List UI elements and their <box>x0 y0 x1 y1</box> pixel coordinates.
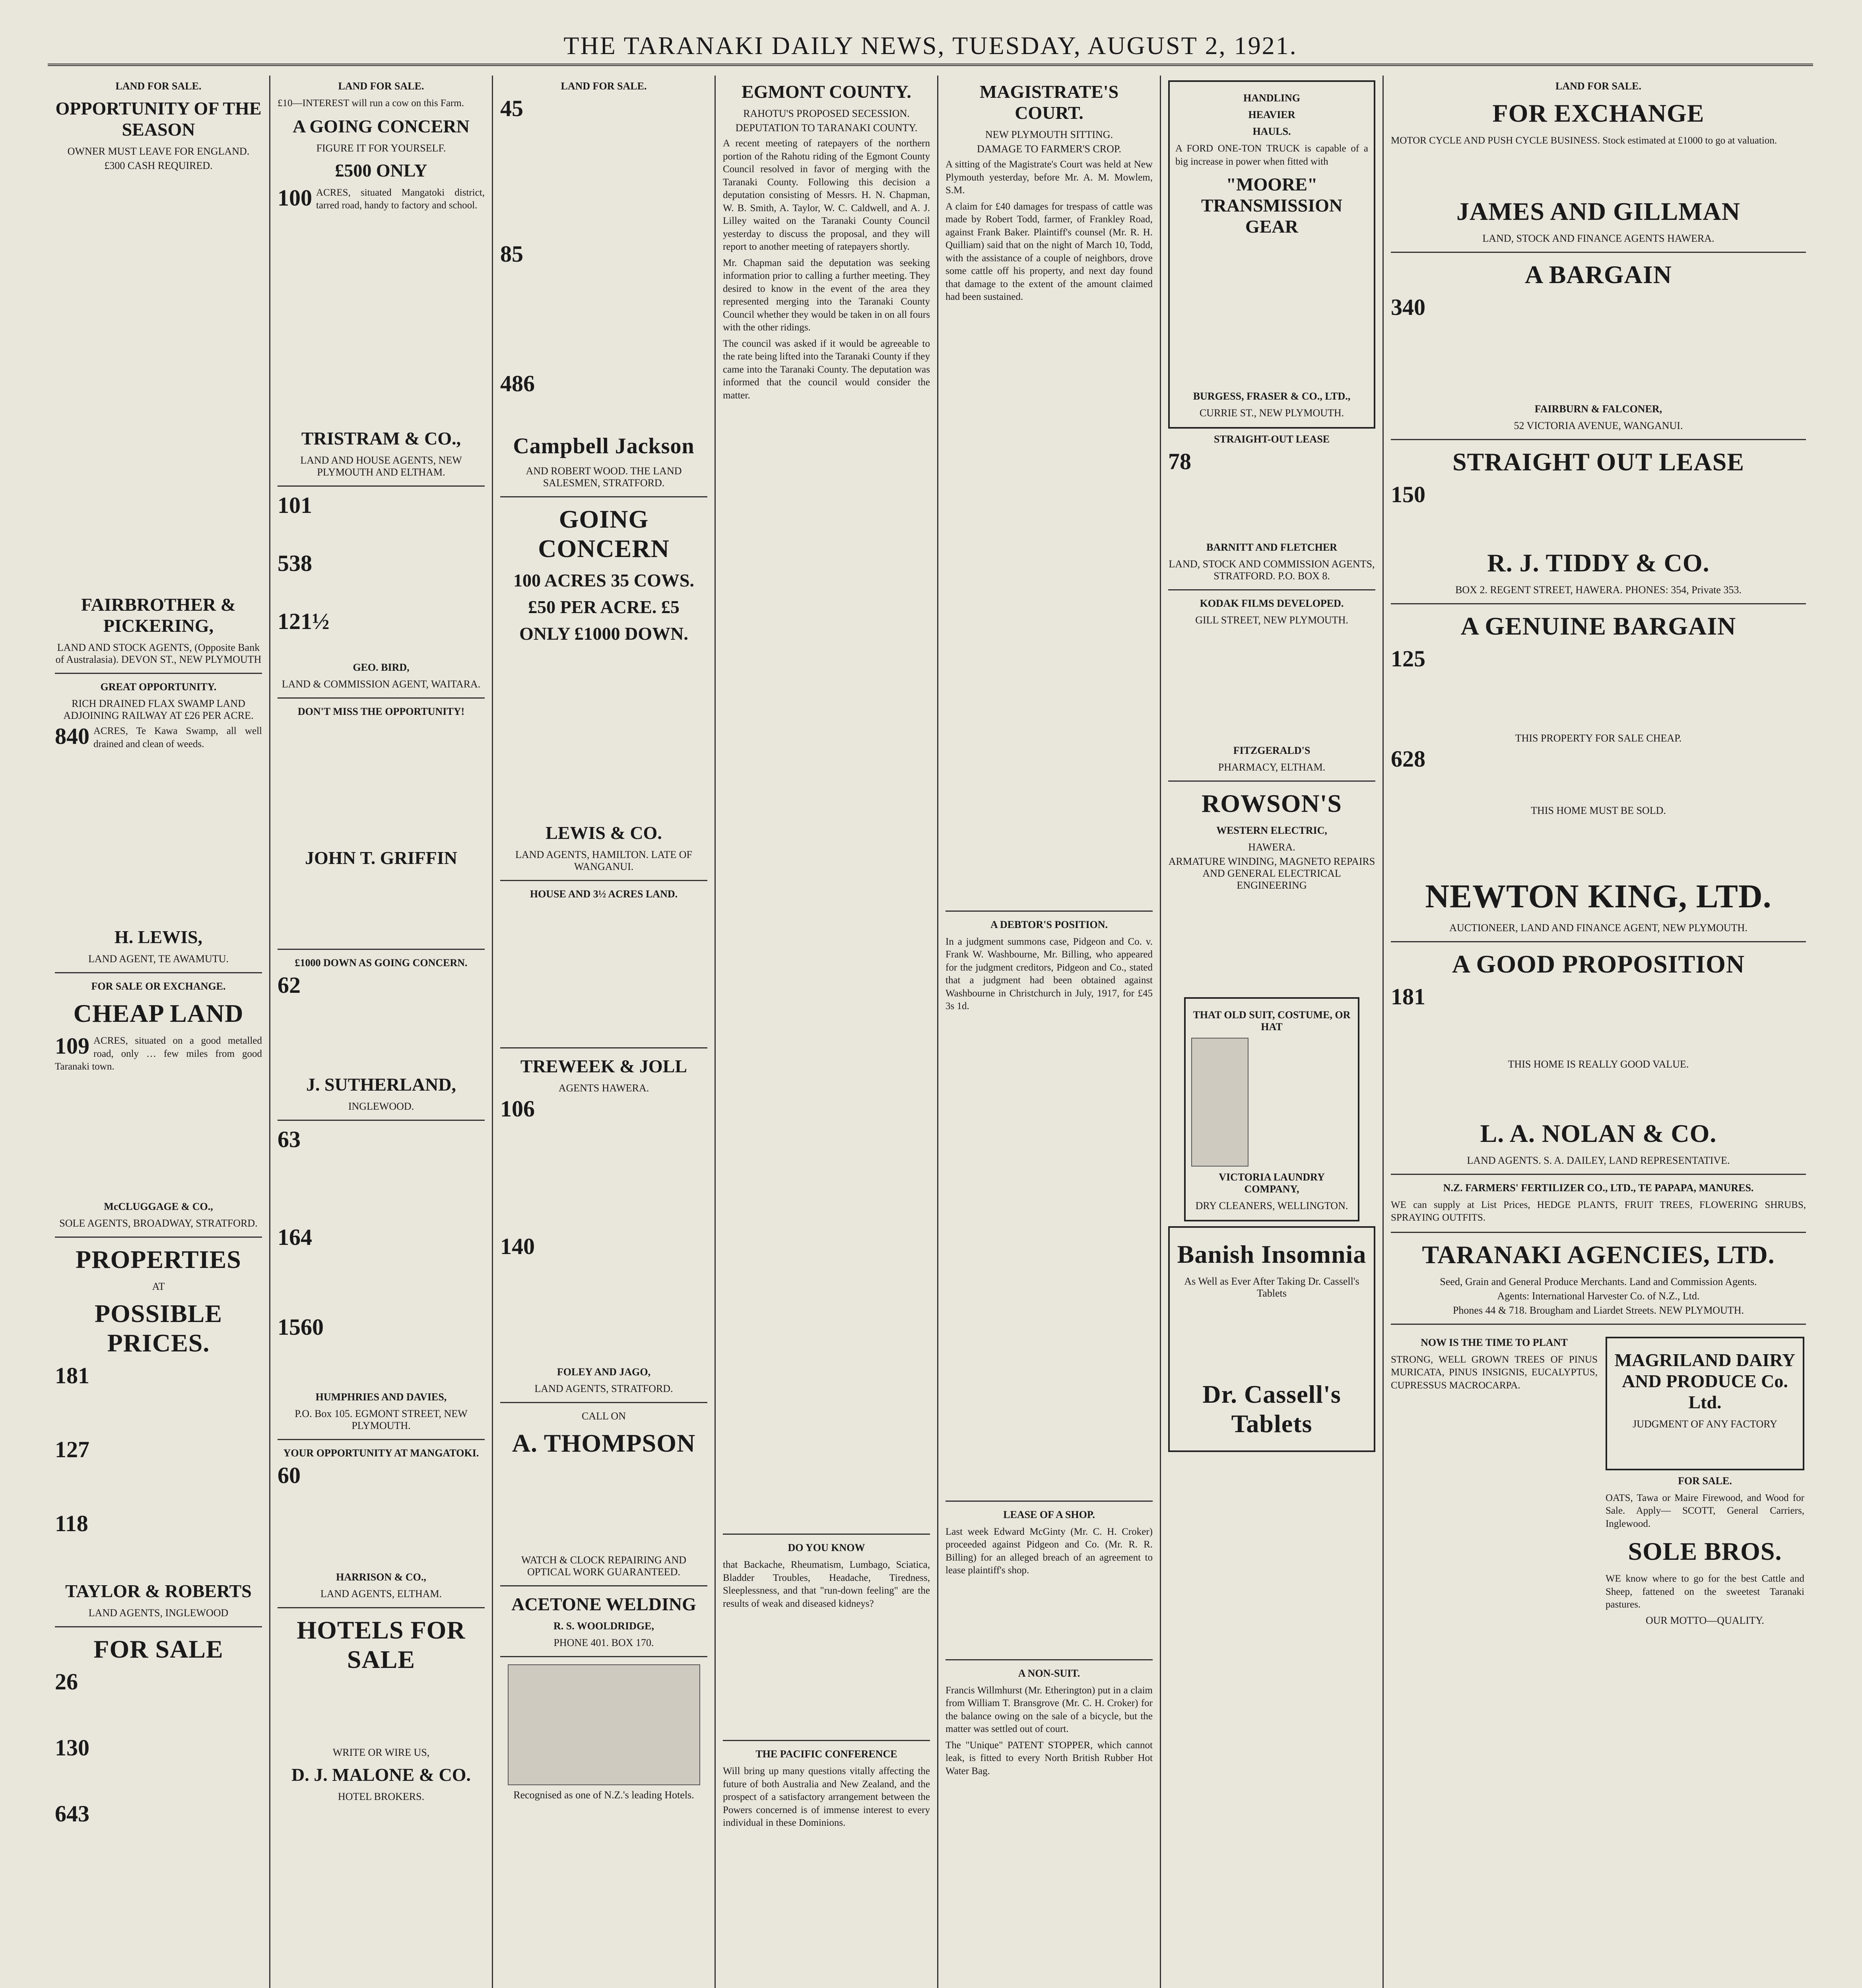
column-7 <box>1384 76 1813 1988</box>
ad-title: KODAK FILMS DEVELOPED. <box>1200 598 1344 609</box>
divider <box>278 1439 485 1440</box>
ad-line: HANDLING <box>1243 92 1300 104</box>
agent-details: LAND AGENTS, INGLEWOOD <box>88 1607 229 1619</box>
ad-subtitle: OWNER MUST LEAVE FOR ENGLAND. <box>67 146 250 157</box>
article-title: LEASE OF A SHOP. <box>1003 1508 1095 1520</box>
acreage-number: 486 <box>500 371 535 396</box>
article-subtitle: DAMAGE TO FARMER'S CROP. <box>977 143 1121 155</box>
ad-body <box>55 1035 262 1074</box>
agent-details: LAND AGENTS, ELTHAM. <box>320 1588 442 1600</box>
acreage-number: 100 <box>513 570 541 590</box>
agent-details: P.O. Box 105. EGMONT STREET, NEW PLYMOUTH. <box>295 1408 468 1431</box>
agent-details: BOX 2. REGENT STREET, HAWERA. PHONES: 354, Private 353. <box>1455 584 1742 596</box>
ad-box-dairy <box>1606 1337 1804 1470</box>
agent-details: OUR MOTTO—QUALITY. <box>1645 1614 1765 1626</box>
ad-subtitle: CALL ON <box>582 1410 626 1422</box>
divider <box>1391 1324 1806 1325</box>
ad-price: £50 PER ACRE. £5 <box>528 597 680 617</box>
article-paragraph: Francis Willmhurst (Mr. Etherington) put in a claim from William T. Bransgrove (Mr. C. H. Croker) for the balance owing on the sale of a bicycle, but the matter was settled out of court. <box>946 1685 1153 1734</box>
article-paragraph: Last week Edward McGinty (Mr. C. H. Croker) proceeded against Pidgeon and Co. (Mr. R. R. Billing) for an alleged breach of an agreement to lease plaintiff's shop. <box>946 1526 1153 1576</box>
divider <box>723 1534 930 1535</box>
ad-title: Banish Insomnia <box>1177 1240 1367 1268</box>
tree-ad <box>1391 1332 1598 1629</box>
ad-title: YOUR OPPORTUNITY AT MANGATOKI. <box>283 1447 479 1459</box>
ad-subtitle: Seed, Grain and General Produce Merchants. Land and Commission Agents. <box>1440 1276 1757 1287</box>
divider <box>55 1626 262 1627</box>
ad-title: OPPORTUNITY OF THE SEASON <box>55 98 262 140</box>
ad-title: NOW IS THE TIME TO PLANT <box>1421 1336 1568 1348</box>
bottom-ads <box>1391 1332 1806 1629</box>
ad-line: HEAVIER <box>1248 109 1295 120</box>
ad-body-placeholder <box>55 175 262 588</box>
acreage-number: 106 <box>500 1096 535 1122</box>
agent-details: LAND AGENTS, STRATFORD. <box>534 1383 673 1394</box>
divider <box>278 949 485 950</box>
column-4 <box>716 76 938 1988</box>
ad-subtitle: THIS HOME MUST BE SOLD. <box>1531 804 1666 816</box>
ad-title: HOTELS FOR SALE <box>297 1615 466 1673</box>
article-paragraph: The council was asked if it would be agreeable to the rate being lifted into the Taranaki County if they came into the Taranaki County. The deputation was informed that the council would consider the matter. <box>723 338 930 401</box>
acreage-number: 181 <box>55 1362 89 1388</box>
acreage-number: 78 <box>1168 448 1191 474</box>
divider <box>500 496 707 497</box>
agent-name: FITZGERALD'S <box>1233 745 1311 756</box>
acreage-number: 538 <box>278 550 312 576</box>
section-head: LAND FOR SALE. <box>115 80 202 92</box>
ad-box-victoria-laundry <box>1184 997 1359 1221</box>
masthead: THE TARANAKI DAILY NEWS, TUESDAY, AUGUST 2, 1921. <box>48 28 1813 66</box>
agent-name: VICTORIA LAUNDRY COMPANY, <box>1219 1171 1325 1195</box>
acreage-number: 130 <box>55 1734 89 1761</box>
ad-subtitle: FIGURE IT FOR YOURSELF. <box>316 142 446 154</box>
ad-subtitle: ARMATURE WINDING, MAGNETO REPAIRS AND GENERAL ELECTRICAL ENGINEERING <box>1168 856 1375 891</box>
column-1 <box>48 76 270 1988</box>
ad-title: A GOING CONCERN <box>293 116 470 136</box>
acreage-number: 101 <box>278 492 312 518</box>
column-3 <box>493 76 716 1988</box>
agent-name: Campbell Jackson <box>513 434 695 458</box>
ad-title: HOUSE AND 3½ ACRES LAND. <box>530 888 678 900</box>
acreage-number: 121½ <box>278 608 330 634</box>
divider <box>55 1237 262 1238</box>
agent-details: LAND, STOCK AND FINANCE AGENTS HAWERA. <box>1482 232 1714 244</box>
agent-name: D. J. MALONE & CO. <box>291 1764 471 1785</box>
agent-name: FAIRBURN & FALCONER, <box>1534 403 1662 415</box>
agent-details: LAND AGENTS. S. A. DAILEY, LAND REPRESENTATIVE. <box>1467 1154 1730 1166</box>
divider <box>278 1120 485 1121</box>
column-2 <box>270 76 493 1988</box>
agent-details: 52 VICTORIA AVENUE, WANGANUI. <box>1514 419 1683 431</box>
acreage-number: 62 <box>278 972 301 998</box>
agent-details: CURRIE ST., NEW PLYMOUTH. <box>1199 407 1344 419</box>
ad-subtitle: As Well as Ever After Taking Dr. Cassell's Tablets <box>1184 1276 1359 1299</box>
ad-subtitle: WRITE OR WIRE US, <box>332 1746 430 1758</box>
divider <box>1391 603 1806 604</box>
acreage-number: 127 <box>55 1436 89 1462</box>
ad-text: ACRES, situated Mangatoki district, tarred road, handy to factory and school. <box>316 187 485 211</box>
ad-text: WE can supply at List Prices, HEDGE PLANTS, FRUIT TREES, FLOWERING SHRUBS, SPRAYING OUTFITS. <box>1391 1199 1806 1223</box>
ad-subtitle: WATCH & CLOCK REPAIRING AND OPTICAL WORK GUARANTEED. <box>521 1554 687 1578</box>
ad-title: ROWSON'S <box>1202 789 1342 817</box>
ad-text: OATS, Tawa or Maire Firewood, and Wood for Sale. Apply— SCOTT, General Carriers, Inglewood. <box>1606 1492 1804 1529</box>
ad-text: A FORD ONE-TON TRUCK is capable of a big increase in power when fitted with <box>1175 143 1368 167</box>
divider <box>1391 1232 1806 1233</box>
ad-title: £1000 DOWN AS GOING CONCERN. <box>295 957 468 969</box>
divider <box>278 485 485 487</box>
ad-brand: Dr. Cassell's Tablets <box>1202 1380 1341 1438</box>
agent-name: SOLE BROS. <box>1628 1537 1782 1565</box>
section-head: LAND FOR SALE. <box>338 80 424 92</box>
ad-body <box>55 725 262 751</box>
agent-name: HUMPHRIES AND DAVIES, <box>315 1391 447 1403</box>
agent-name: FOLEY AND JAGO, <box>557 1366 651 1378</box>
divider <box>278 697 485 699</box>
ad-title: A. THOMPSON <box>512 1429 696 1457</box>
agent-name: LEWIS & CO. <box>546 823 662 843</box>
ad-title: TARANAKI AGENCIES, LTD. <box>1422 1240 1775 1269</box>
divider <box>946 1501 1153 1502</box>
divider <box>1168 589 1375 590</box>
ad-subtitle: HAWERA. <box>1248 841 1295 853</box>
ad-price: ONLY £1000 DOWN. <box>519 623 688 644</box>
divider <box>723 1740 930 1741</box>
article-title: DO YOU KNOW <box>788 1542 865 1553</box>
ad-title: THAT OLD SUIT, COSTUME, OR HAT <box>1193 1009 1351 1033</box>
agent-name: GEO. BIRD, <box>353 661 410 673</box>
divider <box>1391 1174 1806 1175</box>
ad-title: STRAIGHT-OUT LEASE <box>1214 433 1330 445</box>
agent-name: HARRISON & CO., <box>336 1571 426 1583</box>
divider <box>1391 439 1806 440</box>
acreage-number: 63 <box>278 1126 301 1152</box>
ad-title: MAGRILAND DAIRY AND PRODUCE Co. Ltd. <box>1614 1349 1796 1412</box>
agent-name: NEWTON KING, LTD. <box>1425 878 1772 915</box>
ad-title: A BARGAIN <box>1525 260 1672 289</box>
agent-name: TREWEEK & JOLL <box>520 1056 687 1076</box>
article-title: A NON-SUIT. <box>1018 1667 1080 1679</box>
acreage-number: 643 <box>55 1800 89 1827</box>
agent-details: LAND AGENT, TE AWAMUTU. <box>88 953 229 965</box>
acreage-number: 628 <box>1391 746 1425 772</box>
acreage-number: 140 <box>500 1233 535 1259</box>
article-paragraph: In a judgment summons case, Pidgeon and Co. v. Frank W. Washbourne, Mr. Billing, who appeared for the judgment creditors, Pidgeon and Co., stated that a judgment had been obtained against Washbourne in Christchurch in July, 1917, for £45 3s 1d. <box>946 936 1153 1011</box>
hotel-illustration <box>508 1664 700 1785</box>
agent-details: HOTEL BROKERS. <box>338 1790 425 1802</box>
agent-name: JOHN T. GRIFFIN <box>305 847 457 868</box>
section-head: LAND FOR SALE. <box>561 80 647 92</box>
acreage-number: 109 <box>55 1033 89 1059</box>
ad-title: FOR SALE <box>93 1635 223 1663</box>
ad-subtitle: Agents: International Harvester Co. of N.Z., Ltd. <box>1497 1290 1700 1302</box>
ad-line: HAULS. <box>1252 126 1291 137</box>
section-head: FOR SALE OR EXCHANGE. <box>91 980 226 992</box>
divider <box>278 1607 485 1608</box>
article-title: A DEBTOR'S POSITION. <box>990 918 1108 930</box>
ad-title: DON'T MISS THE OPPORTUNITY! <box>297 705 465 717</box>
ad-body <box>278 186 485 212</box>
ad-subtitle: Phones 44 & 718. Brougham and Liardet Streets. NEW PLYMOUTH. <box>1452 1304 1744 1316</box>
man-in-suit-illustration <box>1191 1038 1248 1167</box>
agent-details: AGENTS HAWERA. <box>558 1082 649 1094</box>
ad-title: POSSIBLE PRICES. <box>94 1299 223 1357</box>
divider <box>1391 252 1806 253</box>
acreage-number: 125 <box>1391 645 1425 672</box>
acreage-number: 164 <box>278 1224 312 1250</box>
ad-title: WESTERN ELECTRIC, <box>1216 825 1327 836</box>
agent-name: FAIRBROTHER & PICKERING, <box>81 594 236 636</box>
ad-text: STRONG, WELL GROWN TREES OF PINUS MURICATA, PINUS INSIGNIS, EUCALYPTUS, CUPRESSUS MACROCARPA. <box>1391 1354 1598 1391</box>
agent-details: PHONE 401. BOX 170. <box>553 1637 654 1648</box>
agent-name: BURGESS, FRASER & CO., LTD., <box>1193 390 1351 402</box>
article-subtitle: RAHOTU'S PROPOSED SECESSION. <box>743 108 910 119</box>
agent-details: DRY CLEANERS, WELLINGTON. <box>1195 1200 1348 1211</box>
agent-name: BARNITT AND FLETCHER <box>1206 542 1337 553</box>
ad-title: FOR EXCHANGE <box>1492 99 1705 127</box>
agent-name: H. LEWIS, <box>114 927 203 947</box>
ad-title: ACETONE WELDING <box>511 1594 696 1614</box>
agent-details: AND ROBERT WOOD. THE LAND SALESMEN, STRATFORD. <box>526 465 682 489</box>
divider <box>55 673 262 674</box>
agent-details: INGLEWOOD. <box>348 1100 414 1112</box>
ad-caption: Recognised as one of N.Z.'s leading Hotels. <box>513 1789 694 1801</box>
agent-name: McCLUGGAGE & CO., <box>104 1200 213 1212</box>
ad-title: A GOOD PROPOSITION <box>1452 949 1745 978</box>
article-subtitle: NEW PLYMOUTH SITTING. <box>985 129 1113 140</box>
acreage-number: 118 <box>55 1510 88 1536</box>
article-paragraph: A recent meeting of ratepayers of the northern portion of the Rahotu riding of the Egmont County Council resolved in favor of merging with the Taranaki County. Following this decision a deputation consisting of Messrs. H. N. Chapman, W. B. Smith, A. Taylor, W. C. Caldwell, and A. J. Lilley waited on the Taranaki County Council yesterday to discuss the proposal, and they will report to another meeting of ratepayers shortly. <box>723 138 930 252</box>
article-paragraph: Mr. Chapman said the deputation was seeking information prior to calling a further meeting. They desired to know in the event of the area they represented merging into the Taranaki County Council whether they would be taken in on all fours with the other ridings. <box>723 257 930 333</box>
ad-subtitle: £300 CASH REQUIRED. <box>104 160 213 171</box>
divider <box>500 880 707 881</box>
ad-subtitle: GILL STREET, NEW PLYMOUTH. <box>1195 614 1348 626</box>
divider <box>55 972 262 973</box>
divider <box>500 1585 707 1586</box>
article-title: THE PACIFIC CONFERENCE <box>755 1748 897 1760</box>
agent-name: J. SUTHERLAND, <box>306 1074 456 1095</box>
acres-label: ACRES <box>544 570 606 590</box>
agent-details: LAND & COMMISSION AGENT, WAITARA. <box>282 678 481 690</box>
column-5 <box>938 76 1161 1988</box>
agent-details: LAND AGENTS, HAMILTON. LATE OF WANGANUI. <box>515 849 692 872</box>
article-paragraph: that Backache, Rheumatism, Lumbago, Sciatica, Bladder Troubles, Headache, Tiredness, Sleeplessness, and that "run-down feeling" are the results of weak and diseased kidneys? <box>723 1559 930 1609</box>
acreage-number: 85 <box>500 241 523 267</box>
divider <box>1168 780 1375 782</box>
divider <box>1391 941 1806 942</box>
acreage-number: 181 <box>1391 983 1425 1010</box>
ad-title: STRAIGHT OUT LEASE <box>1452 447 1745 476</box>
ad-subtitle: THIS HOME IS REALLY GOOD VALUE. <box>1508 1058 1689 1070</box>
article-title: EGMONT COUNTY. <box>742 82 911 102</box>
ad-title: N.Z. FARMERS' FERTILIZER CO., LTD., TE PAPAPA, MANURES. <box>1443 1182 1754 1194</box>
agent-name: R. J. TIDDY & CO. <box>1487 548 1710 577</box>
ad-subtitle: AT <box>152 1280 165 1292</box>
divider <box>946 911 1153 912</box>
ad-title: "MOORE" TRANSMISSION GEAR <box>1201 174 1343 237</box>
section-head: LAND FOR SALE. <box>1555 80 1641 92</box>
cows-label: 35 COWS. <box>611 570 694 590</box>
ad-text: MOTOR CYCLE AND PUSH CYCLE BUSINESS. Stock estimated at £1000 to go at valuation. <box>1391 135 1777 146</box>
article-paragraph: A claim for £40 damages for trespass of cattle was made by Robert Todd, farmer, of Frankley Road, against Frank Baker. Plaintiff's counsel (Mr. R. H. Quilliam) said that on the night of March 10, Todd, with the assistance of a couple of neighbors, drove some cattle off his property, and next day found that damage to the extent of the amount claimed had been sustained. <box>946 201 1153 302</box>
agent-name: L. A. NOLAN & CO. <box>1480 1119 1717 1147</box>
ad-subtitle: JUDGMENT OF ANY FACTORY <box>1633 1418 1777 1430</box>
section-head: FOR SALE. <box>1678 1475 1732 1487</box>
divider <box>946 1659 1153 1660</box>
agent-name: TAYLOR & ROBERTS <box>65 1580 252 1601</box>
agent-details: LAND, STOCK AND COMMISSION AGENTS, STRATFORD. P.O. BOX 8. <box>1169 558 1375 582</box>
agent-details: LAND AND HOUSE AGENTS, NEW PLYMOUTH AND ELTHAM. <box>300 454 462 478</box>
divider <box>500 1047 707 1048</box>
article-title: MAGISTRATE'S COURT. <box>979 82 1119 123</box>
acreage-number: 1560 <box>278 1314 324 1340</box>
divider <box>500 1656 707 1657</box>
agent-details: LAND AND STOCK AGENTS, (Opposite Bank of Australasia). DEVON ST., NEW PLYMOUTH <box>55 642 262 665</box>
article-paragraph: A sitting of the Magistrate's Court was held at New Plymouth yesterday, before Mr. A. M. Mowlem, S.M. <box>946 159 1153 196</box>
ad-title: PROPERTIES <box>76 1245 241 1274</box>
agent-details: PHARMACY, ELTHAM. <box>1218 761 1326 773</box>
agent-name: R. S. WOOLDRIDGE, <box>553 1620 654 1632</box>
ad-title: A GENUINE BARGAIN <box>1460 612 1736 640</box>
agent-details: SOLE AGENTS, BROADWAY, STRATFORD. <box>59 1217 258 1229</box>
ad-text: WE know where to go for the best Cattle and Sheep, fattened on the sweetest Taranaki pastures. <box>1606 1573 1804 1610</box>
divider <box>500 1402 707 1403</box>
acreage-number: 100 <box>278 184 312 211</box>
article-paragraph: Will bring up many questions vitally affecting the future of both Australia and New Zealand, and the prospect of a satisfactory arrangement between the Powers concerned is of immense interest to every individual in these Dominions. <box>723 1766 930 1828</box>
ad-lead: £10—INTEREST will run a cow on this Farm. <box>278 98 464 109</box>
ad-subtitle: RICH DRAINED FLAX SWAMP LAND ADJOINING RAILWAY AT £26 PER ACRE. <box>63 698 254 721</box>
acreage-number: 60 <box>278 1462 301 1488</box>
ad-title: GOING CONCERN <box>538 505 670 563</box>
acreage-number: 45 <box>500 95 523 121</box>
ad-subtitle: THIS PROPERTY FOR SALE CHEAP. <box>1515 732 1682 744</box>
ad-title: CHEAP LAND <box>73 999 244 1027</box>
ad-acreage <box>500 570 707 591</box>
agent-details: AUCTIONEER, LAND AND FINANCE AGENT, NEW PLYMOUTH. <box>1449 922 1747 934</box>
right-ads <box>1606 1332 1804 1629</box>
agent-name: TRISTRAM & CO., <box>301 428 461 448</box>
ad-title: GREAT OPPORTUNITY. <box>100 681 217 693</box>
ad-text: ACRES, situated on a good metalled road, only … few miles from good Taranaki town. <box>55 1035 262 1072</box>
ad-box-moore-gear <box>1168 80 1375 429</box>
agent-name: JAMES AND GILLMAN <box>1456 197 1740 225</box>
article-subtitle: DEPUTATION TO TARANAKI COUNTY. <box>735 122 918 134</box>
column-6 <box>1161 76 1384 1988</box>
acreage-number: 150 <box>1391 481 1425 507</box>
article-paragraph: The "Unique" PATENT STOPPER, which cannot leak, is fitted to every North British Rubber Hot Water Bag. <box>946 1740 1153 1776</box>
ad-text: ACRES, Te Kawa Swamp, all well drained and clean of weeds. <box>93 726 262 749</box>
acreage-number: 340 <box>1391 294 1425 320</box>
ad-box-dr-cassells <box>1168 1226 1375 1452</box>
ad-price: £500 ONLY <box>335 160 427 181</box>
acreage-number: 840 <box>55 723 89 749</box>
acreage-number: 26 <box>55 1668 78 1695</box>
